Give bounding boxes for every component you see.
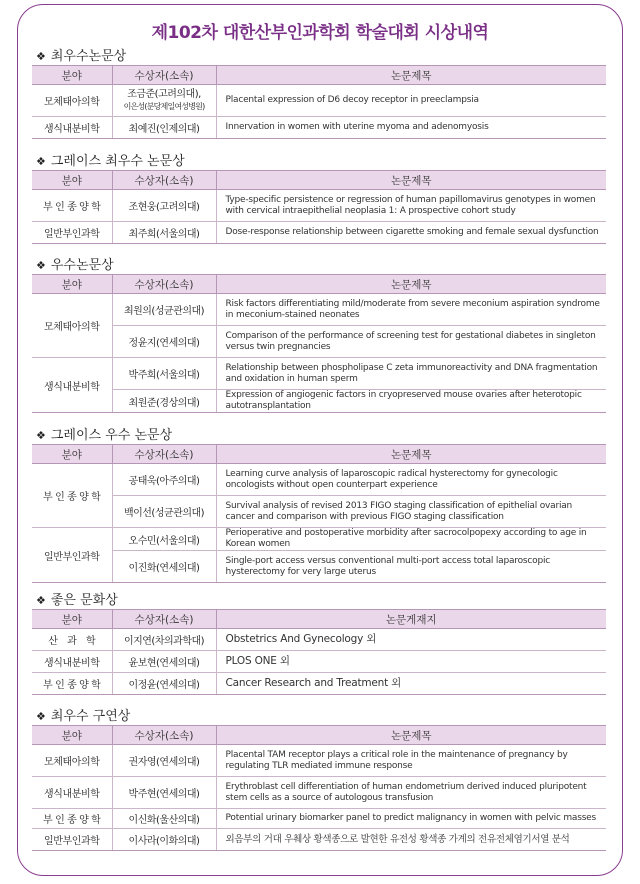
col-header-winner: 수상자(소속) (112, 171, 216, 190)
table-row (32, 629, 606, 651)
col-header-field: 분야 (32, 445, 112, 464)
winner-cell: 권자영(연세의대) (112, 745, 216, 777)
table-row (32, 390, 606, 413)
table-row (32, 222, 606, 244)
diamond-bullet-icon: ❖ (36, 429, 46, 442)
winner-cell: 최주희(서울의대) (112, 222, 216, 244)
winner-cell: 조금준(고려의대), 이은성(분당제일여성병원) (112, 85, 216, 117)
table-row (32, 777, 606, 809)
col-header-title: 논문제목 (216, 66, 606, 85)
table-best-oral (32, 725, 606, 851)
table-row (32, 294, 606, 326)
section-heading-grace-best-paper: ❖ 그레이스 최우수 논문상 (36, 154, 185, 169)
col-header-field: 분야 (32, 171, 112, 190)
col-header-field: 분야 (32, 726, 112, 745)
section-heading-best-paper: ❖ 최우수논문상 (36, 49, 127, 64)
col-header-title: 논문제목 (216, 445, 606, 464)
col-header-winner: 수상자(소속) (112, 275, 216, 294)
field-cell: 부 인 종 양 학 (32, 464, 112, 528)
field-cell: 일반부인과학 (32, 528, 112, 583)
winner-cell: 공태욱(아주의대) (112, 464, 216, 496)
table-row (32, 809, 606, 829)
title-cell: Placental TAM receptor plays a critical role in the maintenance of pregnancy by regulating TLR mediated immune response (216, 745, 606, 777)
field-cell: 부 인 종 양 학 (32, 673, 112, 695)
table-row (32, 85, 606, 117)
col-header-title: 논문제목 (216, 726, 606, 745)
table-row (32, 117, 606, 139)
col-header-winner: 수상자(소속) (112, 610, 216, 629)
winner-cell: 백이선(성균관의대) (112, 496, 216, 528)
title-cell: Expression of angiogenic factors in cryopreserved mouse ovaries after heterotopic autotransplantation (216, 390, 606, 413)
title-cell: Perioperative and postoperative morbidity after sacrocolpopexy according to age in Korean women (216, 528, 606, 551)
winner-cell: 최원준(경상의대) (112, 390, 216, 413)
title-cell: Innervation in women with uterine myoma and adenomyosis (216, 117, 606, 139)
table-best-paper (32, 65, 606, 139)
winner-cell: 이정윤(연세의대) (112, 673, 216, 695)
table-grace-excellent-paper (32, 444, 606, 583)
diamond-bullet-icon: ❖ (36, 259, 46, 272)
table-row (32, 551, 606, 583)
col-header-winner: 수상자(소속) (112, 726, 216, 745)
winner-cell: 이진화(연세의대) (112, 551, 216, 583)
col-header-winner: 수상자(소속) (112, 66, 216, 85)
title-cell: Potential urinary biomarker panel to predict malignancy in women with pelvic masses (216, 809, 606, 829)
title-cell: Type-specific persistence or regression of human papillomavirus genotypes in women with cervical intraepithelial neoplasia 1: A prospective cohort study (216, 190, 606, 222)
field-cell: 일반부인과학 (32, 829, 112, 851)
page-title: 제102차 대한산부인과학회 학술대회 시상내역 (151, 23, 489, 43)
table-row (32, 528, 606, 551)
col-header-journal: 논문게재지 (216, 610, 606, 629)
journal-cell: PLOS ONE 외 (216, 651, 606, 673)
field-cell: 모체태아의학 (32, 294, 112, 358)
table-row (32, 745, 606, 777)
title-cell: Dose-response relationship between cigarette smoking and female sexual dysfunction (216, 222, 606, 244)
title-cell: Placental expression of D6 decoy receptor in preeclampsia (216, 85, 606, 117)
field-cell: 산 과 학 (32, 629, 112, 651)
table-row (32, 829, 606, 851)
table-row (32, 464, 606, 496)
field-cell: 모체태아의학 (32, 745, 112, 777)
diamond-bullet-icon: ❖ (36, 594, 46, 607)
title-cell: Erythroblast cell differentiation of human endometrium derived induced pluripotent stem cells as a source of autologous transfusion (216, 777, 606, 809)
col-header-field: 분야 (32, 275, 112, 294)
section-heading-best-oral: ❖ 최우수 구연상 (36, 709, 131, 724)
winner-cell: 윤보현(연세의대) (112, 651, 216, 673)
section-heading-good-culture: ❖ 좋은 문화상 (36, 593, 118, 608)
winner-cell: 이지연(차의과학대) (112, 629, 216, 651)
col-header-field: 분야 (32, 610, 112, 629)
table-row (32, 326, 606, 358)
section-heading-grace-excellent-paper: ❖ 그레이스 우수 논문상 (36, 428, 173, 443)
table-row (32, 496, 606, 528)
title-cell: Relationship between phospholipase C zeta immunoreactivity and DNA fragmentation and oxidation in human sperm (216, 358, 606, 390)
field-cell: 생식내분비학 (32, 651, 112, 673)
title-cell: Risk factors differentiating mild/moderate from severe meconium aspiration syndrome in meconium-stained neonates (216, 294, 606, 326)
winner-cell: 조현웅(고려의대) (112, 190, 216, 222)
table-grace-best-paper (32, 170, 606, 244)
col-header-field: 분야 (32, 66, 112, 85)
winner-cell: 정윤지(연세의대) (112, 326, 216, 358)
field-cell: 생식내분비학 (32, 358, 112, 413)
title-cell: Single-port access versus conventional multi-port access total laparoscopic hysterectomy for very large uterus (216, 551, 606, 583)
field-cell: 생식내분비학 (32, 117, 112, 139)
winner-cell: 이사라(이화의대) (112, 829, 216, 851)
diamond-bullet-icon: ❖ (36, 155, 46, 168)
col-header-winner: 수상자(소속) (112, 445, 216, 464)
winner-cell: 오수민(서울의대) (112, 528, 216, 551)
title-cell: Survival analysis of revised 2013 FIGO staging classification of epithelial ovarian cancer and comparison with previous FIGO staging classification (216, 496, 606, 528)
journal-cell: Obstetrics And Gynecology 외 (216, 629, 606, 651)
title-cell: Comparison of the performance of screening test for gestational diabetes in singleton versus twin pregnancies (216, 326, 606, 358)
field-cell: 생식내분비학 (32, 777, 112, 809)
table-excellent-paper (32, 274, 606, 413)
title-cell: Learning curve analysis of laparoscopic radical hysterectomy for gynecologic oncologists without open counterpart experience (216, 464, 606, 496)
winner-cell: 최원의(성균관의대) (112, 294, 216, 326)
journal-cell: Cancer Research and Treatment 외 (216, 673, 606, 695)
winner-cell: 박주희(서울의대) (112, 358, 216, 390)
table-row (32, 190, 606, 222)
field-cell: 부 인 종 양 학 (32, 809, 112, 829)
table-row (32, 651, 606, 673)
col-header-title: 논문제목 (216, 171, 606, 190)
winner-cell: 이신화(울산의대) (112, 809, 216, 829)
winner-cell: 최예진(인제의대) (112, 117, 216, 139)
field-cell: 모체태아의학 (32, 85, 112, 117)
diamond-bullet-icon: ❖ (36, 50, 46, 63)
diamond-bullet-icon: ❖ (36, 710, 46, 723)
section-heading-excellent-paper: ❖ 우수논문상 (36, 258, 114, 273)
col-header-title: 논문제목 (216, 275, 606, 294)
title-cell: 외음부의 거대 우췌상 황색종으로 발현한 유전성 황색종 가계의 전유전체염기서열 분석 (216, 829, 606, 851)
winner-cell: 박주현(연세의대) (112, 777, 216, 809)
table-good-culture (32, 609, 606, 695)
field-cell: 부 인 종 양 학 (32, 190, 112, 222)
table-row (32, 673, 606, 695)
table-row (32, 358, 606, 390)
field-cell: 일반부인과학 (32, 222, 112, 244)
